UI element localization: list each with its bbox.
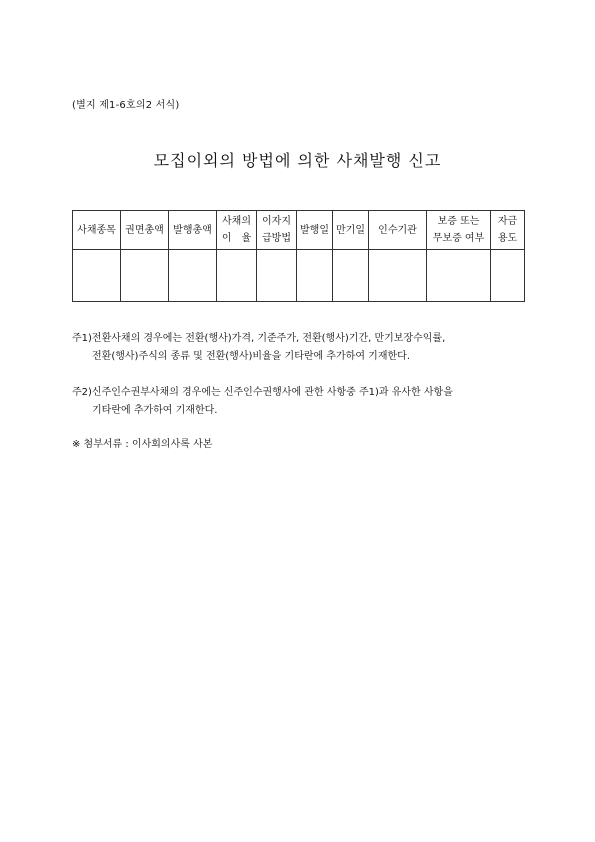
header-fund-use: 자금 용도 bbox=[491, 211, 525, 250]
cell-maturity-date[interactable] bbox=[333, 250, 369, 302]
header-interest-rate: 사채의 이 율 bbox=[217, 211, 257, 250]
cell-underwriter[interactable] bbox=[369, 250, 427, 302]
header-underwriter: 인수기관 bbox=[369, 211, 427, 250]
cell-bond-type[interactable] bbox=[73, 250, 121, 302]
cell-issue-total[interactable] bbox=[169, 250, 217, 302]
cell-face-total[interactable] bbox=[121, 250, 169, 302]
document-title: 모집이외의 방법에 의한 사채발행 신고 bbox=[153, 151, 442, 170]
cell-fund-use[interactable] bbox=[491, 250, 525, 302]
header-issue-date: 발행일 bbox=[297, 211, 333, 250]
header-interest-method: 이자지 급방법 bbox=[257, 211, 297, 250]
table-row bbox=[73, 250, 525, 302]
header-maturity-date: 만기일 bbox=[333, 211, 369, 250]
cell-interest-rate[interactable] bbox=[217, 250, 257, 302]
cell-issue-date[interactable] bbox=[297, 250, 333, 302]
header-guarantee: 보증 또는 무보증 여부 bbox=[427, 211, 491, 250]
cell-interest-method[interactable] bbox=[257, 250, 297, 302]
header-face-total: 권면총액 bbox=[121, 211, 169, 250]
note-2: 주2)신주인수권부사채의 경우에는 신주인수권행사에 관한 사항중 주1)과 유사한 사항을 기타란에 추가하여 기재한다. bbox=[72, 387, 453, 416]
attachment-note: ※ 첨부서류 : 이사회의사록 사본 bbox=[72, 439, 213, 450]
table-header-row bbox=[73, 211, 525, 250]
cell-guarantee[interactable] bbox=[427, 250, 491, 302]
note-1: 주1)전환사채의 경우에는 전환(행사)가격, 기준주가, 전환(행사)기간, 만기보장수익률, 전환(행사)주식의 종류 및 전환(행사)비율을 기타란에 추가하여 기재한다. bbox=[72, 333, 446, 362]
report-table bbox=[72, 210, 525, 302]
header-bond-type: 사채종목 bbox=[73, 211, 121, 250]
header-issue-total: 발행총액 bbox=[169, 211, 217, 250]
form-number: (별지 제1-6호의2 서식) bbox=[72, 100, 180, 111]
